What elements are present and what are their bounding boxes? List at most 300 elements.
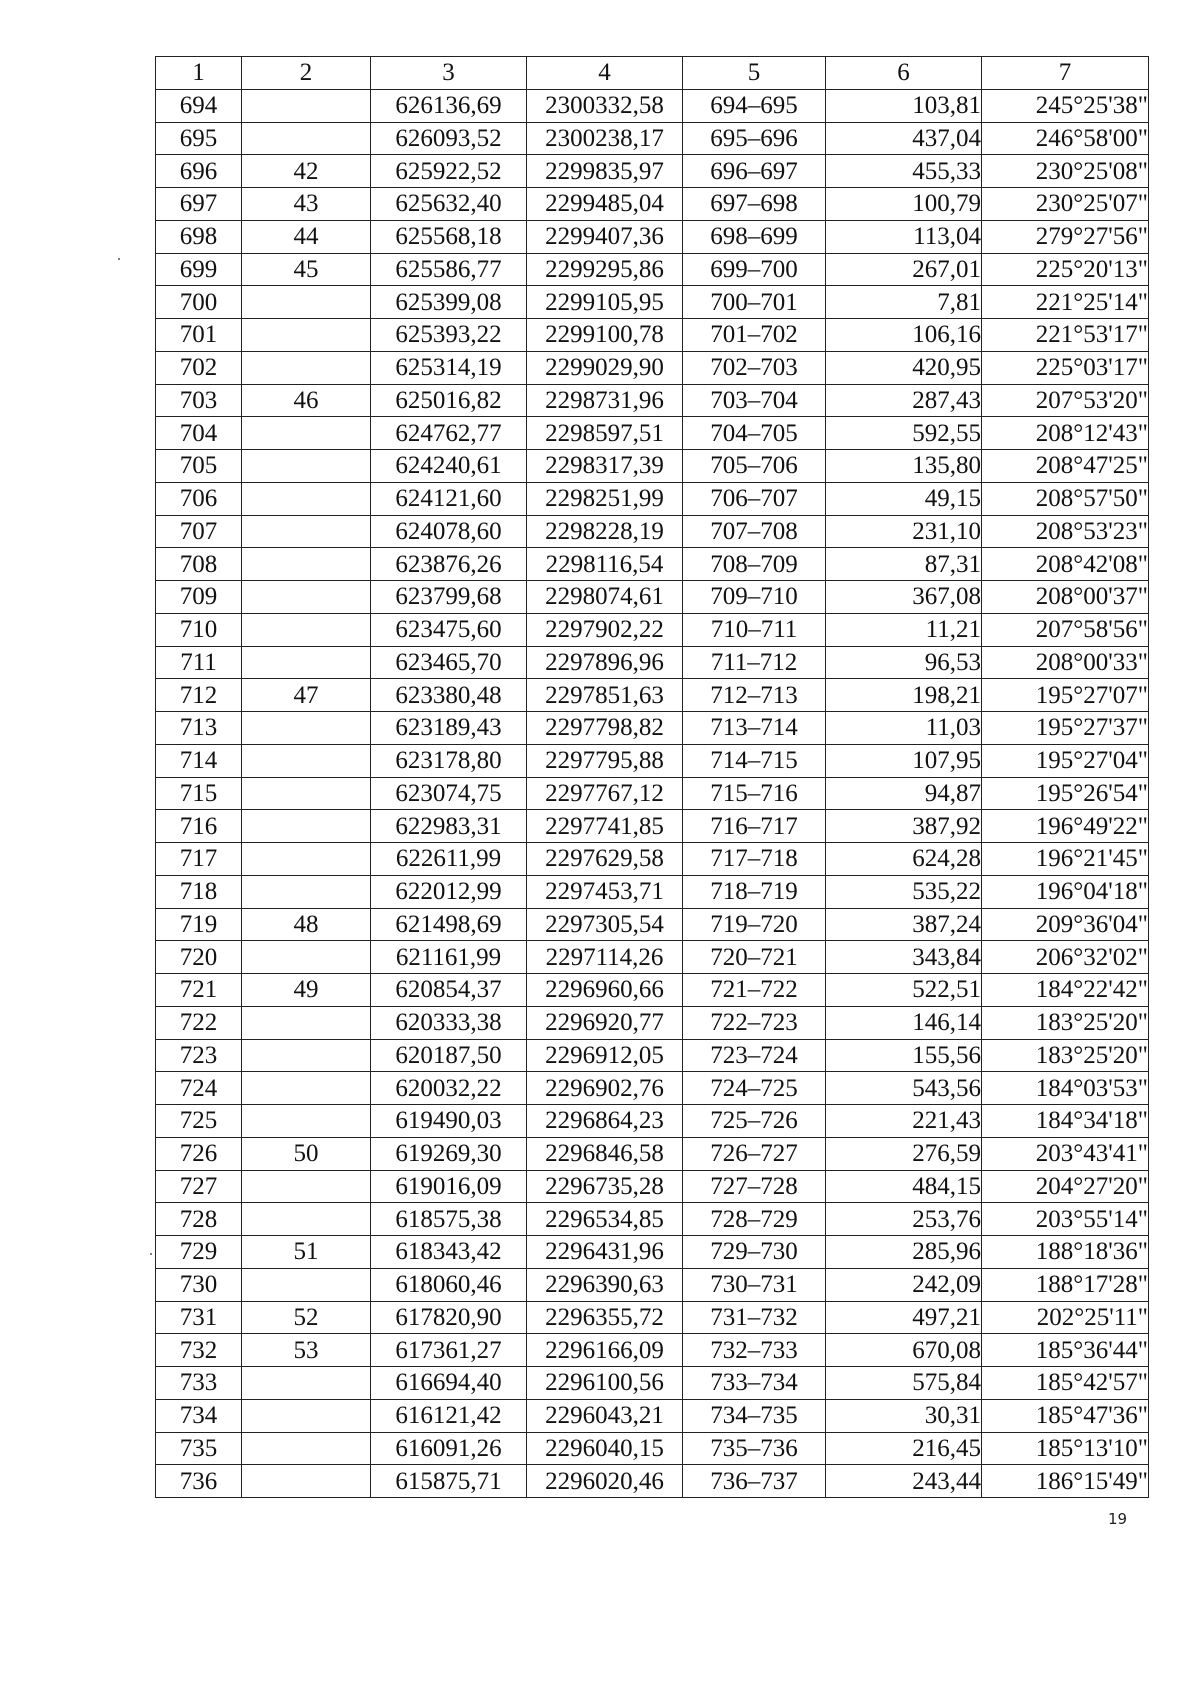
- x-coordinate-cell: 624762,77: [371, 417, 527, 450]
- bearing-cell: 195°27'37": [982, 712, 1149, 745]
- bearing-cell: 185°42'57": [982, 1367, 1149, 1400]
- segment-cell: 694–695: [683, 89, 826, 122]
- turn-point-cell: [242, 286, 371, 319]
- coordinates-table: [155, 56, 1149, 1498]
- y-coordinate-cell: 2297798,82: [527, 712, 683, 745]
- point-number-cell: 721: [156, 974, 242, 1007]
- table-row: [156, 1137, 1149, 1170]
- x-coordinate-cell: 623380,48: [371, 679, 527, 712]
- column-header-4: 4: [527, 57, 683, 90]
- table-row: [156, 1334, 1149, 1367]
- x-coordinate-cell: 623465,70: [371, 646, 527, 679]
- x-coordinate-cell: 624078,60: [371, 515, 527, 548]
- table-row: [156, 384, 1149, 417]
- x-coordinate-cell: 625922,52: [371, 155, 527, 188]
- distance-cell: 113,04: [826, 220, 982, 253]
- turn-point-cell: [242, 941, 371, 974]
- table-row: [156, 908, 1149, 941]
- bearing-cell: 230°25'07": [982, 188, 1149, 221]
- segment-cell: 721–722: [683, 974, 826, 1007]
- bearing-cell: 221°25'14": [982, 286, 1149, 319]
- bearing-cell: 195°27'07": [982, 679, 1149, 712]
- segment-cell: 696–697: [683, 155, 826, 188]
- table-row: [156, 1170, 1149, 1203]
- distance-cell: 30,31: [826, 1399, 982, 1432]
- y-coordinate-cell: 2296040,15: [527, 1432, 683, 1465]
- point-number-cell: 701: [156, 319, 242, 352]
- turn-point-cell: [242, 1039, 371, 1072]
- distance-cell: 87,31: [826, 548, 982, 581]
- distance-cell: 94,87: [826, 777, 982, 810]
- turn-point-cell: 42: [242, 155, 371, 188]
- turn-point-cell: 52: [242, 1301, 371, 1334]
- segment-cell: 723–724: [683, 1039, 826, 1072]
- point-number-cell: 729: [156, 1236, 242, 1269]
- distance-cell: 484,15: [826, 1170, 982, 1203]
- y-coordinate-cell: 2299485,04: [527, 188, 683, 221]
- point-number-cell: 708: [156, 548, 242, 581]
- turn-point-cell: [242, 122, 371, 155]
- distance-cell: 198,21: [826, 679, 982, 712]
- table-row: [156, 1236, 1149, 1269]
- bearing-cell: 225°03'17": [982, 351, 1149, 384]
- table-header-row: [156, 57, 1149, 90]
- table-row: [156, 351, 1149, 384]
- table-row: [156, 1465, 1149, 1498]
- turn-point-cell: [242, 810, 371, 843]
- distance-cell: 543,56: [826, 1072, 982, 1105]
- y-coordinate-cell: 2300332,58: [527, 89, 683, 122]
- point-number-cell: 716: [156, 810, 242, 843]
- x-coordinate-cell: 625016,82: [371, 384, 527, 417]
- table-row: [156, 1399, 1149, 1432]
- table-row: [156, 777, 1149, 810]
- table-row: [156, 679, 1149, 712]
- y-coordinate-cell: 2299105,95: [527, 286, 683, 319]
- x-coordinate-cell: 619016,09: [371, 1170, 527, 1203]
- bearing-cell: 208°12'43": [982, 417, 1149, 450]
- y-coordinate-cell: 2299407,36: [527, 220, 683, 253]
- distance-cell: 103,81: [826, 89, 982, 122]
- y-coordinate-cell: 2296534,85: [527, 1203, 683, 1236]
- y-coordinate-cell: 2297453,71: [527, 875, 683, 908]
- x-coordinate-cell: 618060,46: [371, 1268, 527, 1301]
- distance-cell: 437,04: [826, 122, 982, 155]
- y-coordinate-cell: 2297902,22: [527, 613, 683, 646]
- segment-cell: 698–699: [683, 220, 826, 253]
- y-coordinate-cell: 2296100,56: [527, 1367, 683, 1400]
- y-coordinate-cell: 2298116,54: [527, 548, 683, 581]
- scan-speck: [118, 258, 120, 260]
- turn-point-cell: 43: [242, 188, 371, 221]
- distance-cell: 106,16: [826, 319, 982, 352]
- bearing-cell: 184°22'42": [982, 974, 1149, 1007]
- y-coordinate-cell: 2297795,88: [527, 744, 683, 777]
- point-number-cell: 715: [156, 777, 242, 810]
- y-coordinate-cell: 2298317,39: [527, 450, 683, 483]
- point-number-cell: 696: [156, 155, 242, 188]
- turn-point-cell: [242, 744, 371, 777]
- point-number-cell: 703: [156, 384, 242, 417]
- turn-point-cell: [242, 777, 371, 810]
- bearing-cell: 196°04'18": [982, 875, 1149, 908]
- bearing-cell: 208°00'33": [982, 646, 1149, 679]
- distance-cell: 387,24: [826, 908, 982, 941]
- point-number-cell: 718: [156, 875, 242, 908]
- segment-cell: 701–702: [683, 319, 826, 352]
- distance-cell: 253,76: [826, 1203, 982, 1236]
- x-coordinate-cell: 620333,38: [371, 1006, 527, 1039]
- segment-cell: 706–707: [683, 482, 826, 515]
- bearing-cell: 185°47'36": [982, 1399, 1149, 1432]
- table-row: [156, 1432, 1149, 1465]
- turn-point-cell: [242, 712, 371, 745]
- distance-cell: 242,09: [826, 1268, 982, 1301]
- segment-cell: 733–734: [683, 1367, 826, 1400]
- turn-point-cell: 47: [242, 679, 371, 712]
- x-coordinate-cell: 624121,60: [371, 482, 527, 515]
- x-coordinate-cell: 625586,77: [371, 253, 527, 286]
- x-coordinate-cell: 620187,50: [371, 1039, 527, 1072]
- segment-cell: 719–720: [683, 908, 826, 941]
- x-coordinate-cell: 619490,03: [371, 1105, 527, 1138]
- distance-cell: 107,95: [826, 744, 982, 777]
- distance-cell: 367,08: [826, 581, 982, 614]
- segment-cell: 713–714: [683, 712, 826, 745]
- point-number-cell: 717: [156, 843, 242, 876]
- table-row: [156, 712, 1149, 745]
- distance-cell: 96,53: [826, 646, 982, 679]
- bearing-cell: 203°55'14": [982, 1203, 1149, 1236]
- point-number-cell: 724: [156, 1072, 242, 1105]
- table-row: [156, 1072, 1149, 1105]
- turn-point-cell: 50: [242, 1137, 371, 1170]
- turn-point-cell: [242, 450, 371, 483]
- segment-cell: 724–725: [683, 1072, 826, 1105]
- distance-cell: 155,56: [826, 1039, 982, 1072]
- turn-point-cell: [242, 1006, 371, 1039]
- turn-point-cell: [242, 1367, 371, 1400]
- x-coordinate-cell: 625632,40: [371, 188, 527, 221]
- x-coordinate-cell: 618575,38: [371, 1203, 527, 1236]
- turn-point-cell: [242, 581, 371, 614]
- turn-point-cell: [242, 515, 371, 548]
- distance-cell: 11,21: [826, 613, 982, 646]
- segment-cell: 702–703: [683, 351, 826, 384]
- turn-point-cell: 46: [242, 384, 371, 417]
- segment-cell: 695–696: [683, 122, 826, 155]
- distance-cell: 100,79: [826, 188, 982, 221]
- x-coordinate-cell: 624240,61: [371, 450, 527, 483]
- segment-cell: 711–712: [683, 646, 826, 679]
- bearing-cell: 208°53'23": [982, 515, 1149, 548]
- turn-point-cell: [242, 482, 371, 515]
- y-coordinate-cell: 2299295,86: [527, 253, 683, 286]
- y-coordinate-cell: 2296960,66: [527, 974, 683, 1007]
- y-coordinate-cell: 2296902,76: [527, 1072, 683, 1105]
- segment-cell: 715–716: [683, 777, 826, 810]
- bearing-cell: 195°26'54": [982, 777, 1149, 810]
- y-coordinate-cell: 2300238,17: [527, 122, 683, 155]
- segment-cell: 728–729: [683, 1203, 826, 1236]
- table-body: [156, 89, 1149, 1497]
- distance-cell: 276,59: [826, 1137, 982, 1170]
- table-row: [156, 515, 1149, 548]
- segment-cell: 717–718: [683, 843, 826, 876]
- segment-cell: 734–735: [683, 1399, 826, 1432]
- y-coordinate-cell: 2297305,54: [527, 908, 683, 941]
- point-number-cell: 700: [156, 286, 242, 319]
- y-coordinate-cell: 2298228,19: [527, 515, 683, 548]
- bearing-cell: 183°25'20": [982, 1039, 1149, 1072]
- point-number-cell: 726: [156, 1137, 242, 1170]
- point-number-cell: 728: [156, 1203, 242, 1236]
- y-coordinate-cell: 2296846,58: [527, 1137, 683, 1170]
- x-coordinate-cell: 615875,71: [371, 1465, 527, 1498]
- bearing-cell: 202°25'11": [982, 1301, 1149, 1334]
- segment-cell: 736–737: [683, 1465, 826, 1498]
- y-coordinate-cell: 2296166,09: [527, 1334, 683, 1367]
- table-row: [156, 875, 1149, 908]
- x-coordinate-cell: 621161,99: [371, 941, 527, 974]
- point-number-cell: 725: [156, 1105, 242, 1138]
- turn-point-cell: [242, 319, 371, 352]
- bearing-cell: 188°17'28": [982, 1268, 1149, 1301]
- turn-point-cell: 53: [242, 1334, 371, 1367]
- x-coordinate-cell: 618343,42: [371, 1236, 527, 1269]
- table-row: [156, 253, 1149, 286]
- turn-point-cell: [242, 875, 371, 908]
- table-row: [156, 1367, 1149, 1400]
- y-coordinate-cell: 2296912,05: [527, 1039, 683, 1072]
- distance-cell: 497,21: [826, 1301, 982, 1334]
- distance-cell: 387,92: [826, 810, 982, 843]
- column-header-5: 5: [683, 57, 826, 90]
- turn-point-cell: 51: [242, 1236, 371, 1269]
- x-coordinate-cell: 625393,22: [371, 319, 527, 352]
- point-number-cell: 713: [156, 712, 242, 745]
- turn-point-cell: [242, 843, 371, 876]
- point-number-cell: 727: [156, 1170, 242, 1203]
- distance-cell: 343,84: [826, 941, 982, 974]
- segment-cell: 697–698: [683, 188, 826, 221]
- y-coordinate-cell: 2297741,85: [527, 810, 683, 843]
- table-row: [156, 744, 1149, 777]
- table-row: [156, 843, 1149, 876]
- y-coordinate-cell: 2296431,96: [527, 1236, 683, 1269]
- x-coordinate-cell: 625399,08: [371, 286, 527, 319]
- table-row: [156, 1268, 1149, 1301]
- x-coordinate-cell: 622983,31: [371, 810, 527, 843]
- turn-point-cell: [242, 1268, 371, 1301]
- bearing-cell: 204°27'20": [982, 1170, 1149, 1203]
- table-row: [156, 810, 1149, 843]
- turn-point-cell: 48: [242, 908, 371, 941]
- table-row: [156, 450, 1149, 483]
- point-number-cell: 731: [156, 1301, 242, 1334]
- x-coordinate-cell: 626093,52: [371, 122, 527, 155]
- segment-cell: 699–700: [683, 253, 826, 286]
- segment-cell: 735–736: [683, 1432, 826, 1465]
- distance-cell: 624,28: [826, 843, 982, 876]
- segment-cell: 727–728: [683, 1170, 826, 1203]
- point-number-cell: 719: [156, 908, 242, 941]
- bearing-cell: 246°58'00": [982, 122, 1149, 155]
- x-coordinate-cell: 620854,37: [371, 974, 527, 1007]
- page-number: 19: [1108, 1510, 1128, 1528]
- point-number-cell: 730: [156, 1268, 242, 1301]
- point-number-cell: 736: [156, 1465, 242, 1498]
- bearing-cell: 221°53'17": [982, 319, 1149, 352]
- distance-cell: 49,15: [826, 482, 982, 515]
- x-coordinate-cell: 623475,60: [371, 613, 527, 646]
- distance-cell: 146,14: [826, 1006, 982, 1039]
- x-coordinate-cell: 616694,40: [371, 1367, 527, 1400]
- x-coordinate-cell: 625568,18: [371, 220, 527, 253]
- turn-point-cell: [242, 89, 371, 122]
- y-coordinate-cell: 2296020,46: [527, 1465, 683, 1498]
- turn-point-cell: [242, 548, 371, 581]
- table-row: [156, 941, 1149, 974]
- point-number-cell: 699: [156, 253, 242, 286]
- y-coordinate-cell: 2297114,26: [527, 941, 683, 974]
- point-number-cell: 712: [156, 679, 242, 712]
- y-coordinate-cell: 2296864,23: [527, 1105, 683, 1138]
- turn-point-cell: [242, 1465, 371, 1498]
- distance-cell: 243,44: [826, 1465, 982, 1498]
- bearing-cell: 203°43'41": [982, 1137, 1149, 1170]
- segment-cell: 725–726: [683, 1105, 826, 1138]
- bearing-cell: 207°58'56": [982, 613, 1149, 646]
- turn-point-cell: [242, 646, 371, 679]
- y-coordinate-cell: 2296390,63: [527, 1268, 683, 1301]
- table-row: [156, 646, 1149, 679]
- column-header-7: 7: [982, 57, 1149, 90]
- column-header-3: 3: [371, 57, 527, 90]
- distance-cell: 575,84: [826, 1367, 982, 1400]
- point-number-cell: 697: [156, 188, 242, 221]
- table-row: [156, 220, 1149, 253]
- y-coordinate-cell: 2297851,63: [527, 679, 683, 712]
- y-coordinate-cell: 2298074,61: [527, 581, 683, 614]
- point-number-cell: 735: [156, 1432, 242, 1465]
- bearing-cell: 186°15'49": [982, 1465, 1149, 1498]
- bearing-cell: 225°20'13": [982, 253, 1149, 286]
- bearing-cell: 208°47'25": [982, 450, 1149, 483]
- table-row: [156, 188, 1149, 221]
- bearing-cell: 207°53'20": [982, 384, 1149, 417]
- point-number-cell: 707: [156, 515, 242, 548]
- point-number-cell: 709: [156, 581, 242, 614]
- table-row: [156, 1006, 1149, 1039]
- y-coordinate-cell: 2298731,96: [527, 384, 683, 417]
- distance-cell: 221,43: [826, 1105, 982, 1138]
- turn-point-cell: 49: [242, 974, 371, 1007]
- x-coordinate-cell: 622012,99: [371, 875, 527, 908]
- bearing-cell: 245°25'38": [982, 89, 1149, 122]
- y-coordinate-cell: 2296735,28: [527, 1170, 683, 1203]
- table-row: [156, 1301, 1149, 1334]
- distance-cell: 216,45: [826, 1432, 982, 1465]
- bearing-cell: 208°00'37": [982, 581, 1149, 614]
- x-coordinate-cell: 617361,27: [371, 1334, 527, 1367]
- distance-cell: 522,51: [826, 974, 982, 1007]
- segment-cell: 731–732: [683, 1301, 826, 1334]
- x-coordinate-cell: 625314,19: [371, 351, 527, 384]
- y-coordinate-cell: 2299029,90: [527, 351, 683, 384]
- point-number-cell: 734: [156, 1399, 242, 1432]
- table-row: [156, 286, 1149, 319]
- column-header-6: 6: [826, 57, 982, 90]
- bearing-cell: 208°42'08": [982, 548, 1149, 581]
- y-coordinate-cell: 2296920,77: [527, 1006, 683, 1039]
- point-number-cell: 710: [156, 613, 242, 646]
- table-row: [156, 1105, 1149, 1138]
- segment-cell: 700–701: [683, 286, 826, 319]
- segment-cell: 705–706: [683, 450, 826, 483]
- distance-cell: 285,96: [826, 1236, 982, 1269]
- distance-cell: 535,22: [826, 875, 982, 908]
- x-coordinate-cell: 623876,26: [371, 548, 527, 581]
- turn-point-cell: [242, 351, 371, 384]
- x-coordinate-cell: 621498,69: [371, 908, 527, 941]
- x-coordinate-cell: 619269,30: [371, 1137, 527, 1170]
- point-number-cell: 702: [156, 351, 242, 384]
- turn-point-cell: [242, 1105, 371, 1138]
- turn-point-cell: [242, 613, 371, 646]
- x-coordinate-cell: 617820,90: [371, 1301, 527, 1334]
- turn-point-cell: [242, 1203, 371, 1236]
- table-row: [156, 482, 1149, 515]
- column-header-2: 2: [242, 57, 371, 90]
- y-coordinate-cell: 2296355,72: [527, 1301, 683, 1334]
- point-number-cell: 720: [156, 941, 242, 974]
- segment-cell: 704–705: [683, 417, 826, 450]
- point-number-cell: 722: [156, 1006, 242, 1039]
- segment-cell: 708–709: [683, 548, 826, 581]
- y-coordinate-cell: 2298251,99: [527, 482, 683, 515]
- x-coordinate-cell: 616091,26: [371, 1432, 527, 1465]
- y-coordinate-cell: 2297629,58: [527, 843, 683, 876]
- segment-cell: 718–719: [683, 875, 826, 908]
- table-row: [156, 89, 1149, 122]
- point-number-cell: 723: [156, 1039, 242, 1072]
- segment-cell: 732–733: [683, 1334, 826, 1367]
- distance-cell: 670,08: [826, 1334, 982, 1367]
- point-number-cell: 698: [156, 220, 242, 253]
- x-coordinate-cell: 626136,69: [371, 89, 527, 122]
- bearing-cell: 185°13'10": [982, 1432, 1149, 1465]
- turn-point-cell: 45: [242, 253, 371, 286]
- segment-cell: 710–711: [683, 613, 826, 646]
- distance-cell: 135,80: [826, 450, 982, 483]
- point-number-cell: 732: [156, 1334, 242, 1367]
- bearing-cell: 208°57'50": [982, 482, 1149, 515]
- distance-cell: 231,10: [826, 515, 982, 548]
- segment-cell: 709–710: [683, 581, 826, 614]
- column-header-1: 1: [156, 57, 242, 90]
- bearing-cell: 206°32'02": [982, 941, 1149, 974]
- segment-cell: 707–708: [683, 515, 826, 548]
- turn-point-cell: [242, 1072, 371, 1105]
- y-coordinate-cell: 2297767,12: [527, 777, 683, 810]
- segment-cell: 730–731: [683, 1268, 826, 1301]
- x-coordinate-cell: 622611,99: [371, 843, 527, 876]
- x-coordinate-cell: 620032,22: [371, 1072, 527, 1105]
- table-row: [156, 548, 1149, 581]
- table-row: [156, 581, 1149, 614]
- table-row: [156, 155, 1149, 188]
